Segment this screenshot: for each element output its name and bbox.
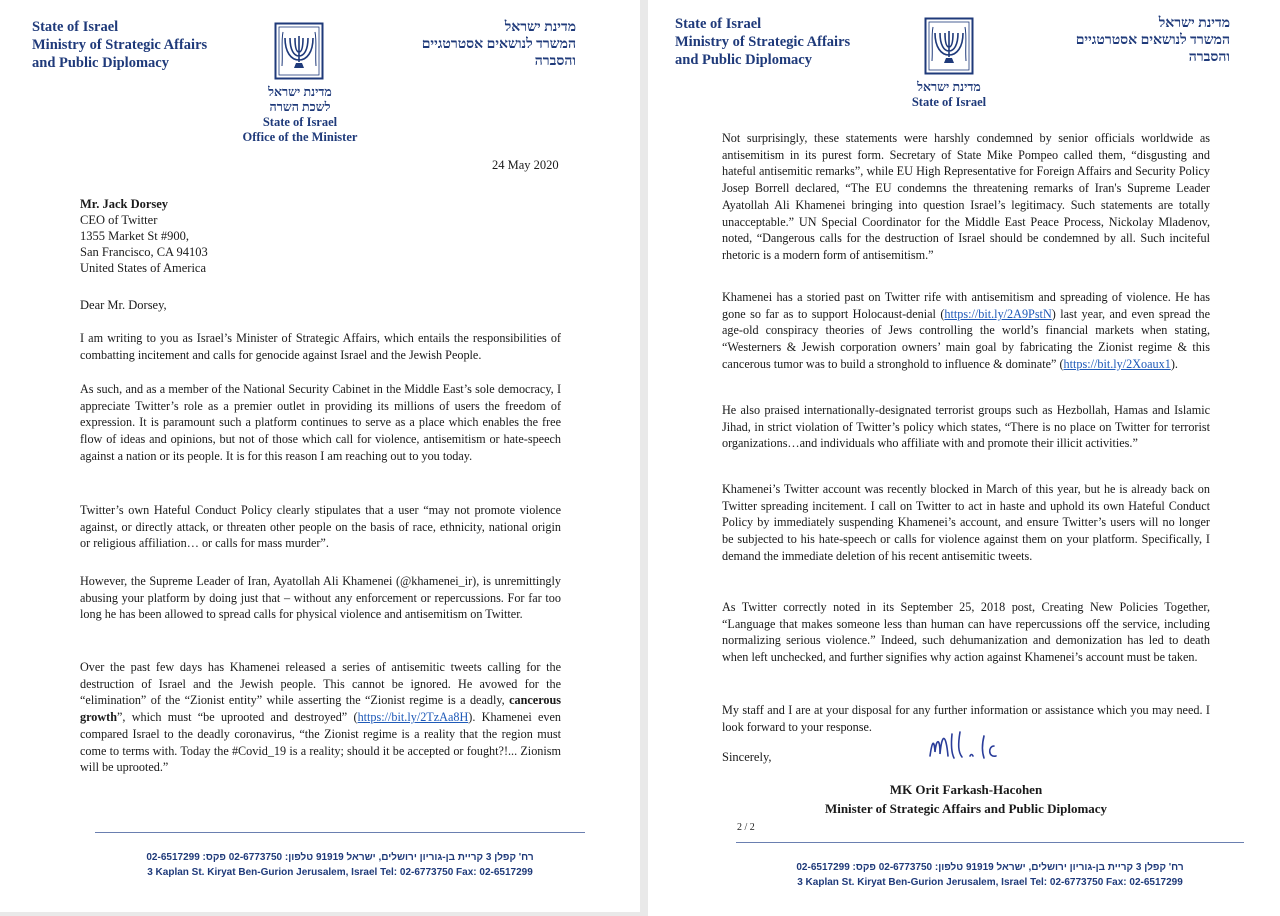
office-label-line: Office of the Minister [242, 130, 358, 144]
office-label-line: State of Israel [262, 115, 338, 129]
signer-block [796, 780, 1136, 818]
text-run: ). Khamenei even compared Israel to the deadly coronavirus, “the Zionist regime is a reality that the region must come to terms with. Today the #Covid_19 is a reality; should it be accepted or fought?!... Zionism will be uprooted.” [80, 710, 562, 775]
menorah-emblem-icon [924, 17, 974, 75]
address-line: CEO of Twitter [80, 213, 158, 227]
recipient-address [80, 196, 208, 276]
signer-title: Minister of Strategic Affairs and Public Diplomacy [824, 801, 1108, 816]
letter-page-1 [0, 0, 640, 912]
paragraph-6: My staff and I are at your disposal for any further information or assistance which you may need. I look forward to your response. [722, 703, 1210, 734]
text-run: ”, which must “be uprooted and destroyed” ( [117, 710, 358, 725]
header-line: State of Israel [32, 19, 119, 35]
header-line: Ministry of Strategic Affairs [32, 37, 208, 53]
recipient-name: Mr. Jack Dorsey [80, 197, 169, 211]
office-label-line: State of Israel [911, 95, 987, 109]
page-number: 2 / 2 [737, 822, 755, 833]
office-label-line: מדינת ישראל [268, 85, 332, 99]
tweet-link[interactable]: https://bit.ly/2A9PstN [944, 306, 1052, 321]
signer-name: MK Orit Farkash-Hacohen [889, 782, 1043, 797]
header-line: המשרד לנושאים אסטרטגיים [1075, 33, 1230, 48]
text-run: ). [1170, 356, 1178, 371]
paragraph-1: I am writing to you as Israel’s Minister of Strategic Affairs, which entails the responsibilities of combatting incitement and calls for genocide against Israel and the Jewish People. [80, 331, 561, 362]
header-line: Ministry of Strategic Affairs [675, 34, 851, 50]
salutation: Dear Mr. Dorsey, [80, 298, 167, 312]
header-line: and Public Diplomacy [32, 55, 169, 71]
office-label-line: לשכת השרה [269, 100, 331, 114]
footer-divider [95, 832, 585, 833]
handwritten-signature [918, 726, 1028, 772]
header-left-en [675, 15, 850, 69]
paragraph-4: However, the Supreme Leader of Iran, Ayatollah Ali Khamenei (@khamenei_ir), is unremittingly abusing your platform by doing just that – without any enforcement or repercussions. For far too long he has been allowed to spread calls for physical violence and antisemitism on Twitter. [80, 574, 561, 622]
header-line: State of Israel [675, 16, 762, 32]
header-line: והסברה [534, 54, 576, 69]
header-line: מדינת ישראל [1158, 16, 1230, 31]
tweet-link[interactable]: https://bit.ly/2Xoaux1 [1063, 356, 1171, 371]
paragraph-1: Not surprisingly, these statements were harshly condemned by senior officials worldwide as antisemitism in its purest form. Secretary of State Mike Pompeo called them, “disgusting and hateful antisemitic remarks”, while EU High Representative for Foreign Affairs and Security Policy Josep Borrell declared, “The EU condemns the threatening remarks of Iran's Supreme Leader Ayatollah Ali Khamenei bringing into question Israel’s legitimacy. Such statements are totally unacceptable.” UN Special Coordinator for the Middle East Peace Process, Nickolay Mladenov, noted, “Dangerous calls for the destruction of Israel should be condemned by all. Such inciteful rhetoric is a modern form of antisemitism.” [722, 131, 1210, 262]
footer-divider [736, 842, 1244, 843]
footer-address [736, 860, 1244, 890]
paragraph-3: He also praised internationally-designated terrorist groups such as Hezbollah, Hamas and Islamic Jihad, in strict violation of Twitter’s policy which states, “There is no place on Twitter for terrorist organizations…and individuals who affiliate with and promote their illicit activities.” [722, 403, 1210, 451]
office-label [874, 80, 1024, 110]
paragraph-5 [80, 659, 561, 776]
address-line: San Francisco, CA 94103 [80, 245, 208, 259]
header-right-he [392, 19, 576, 70]
header-line: המשרד לנושאים אסטרטגיים [421, 37, 576, 52]
address-line: United States of America [80, 261, 207, 275]
header-line: והסברה [1188, 50, 1230, 65]
letter-page-2 [648, 0, 1280, 916]
paragraph-4: Khamenei’s Twitter account was recently blocked in March of this year, but he is already back on Twitter spreading incitement. I call on Twitter to act in haste and uphold its own Hateful Conduct Policy by immediately suspending Khamenei’s account, and ensure Twitter’s users will no longer be subjected to his hate-speech or calls for violence against them on your platform. Specifically, I demand the immediate deletion of his recent antisemitic tweets. [722, 482, 1210, 563]
paragraph-2: As such, and as a member of the National Security Cabinet in the Middle East’s sole democracy, I appreciate Twitter’s role as a premier outlet in providing its millions of users the freedom of expression. It is paramount such a platform continues to serve as a place which enables the free flow of ideas and opinions, but not of those which call for violence, antisemitism or hate-speech against a nation or its people. It is for this reason I am reaching out to you today. [80, 382, 561, 463]
closing: Sincerely, [722, 750, 772, 764]
tweet-link[interactable]: https://bit.ly/2TzAa8H [357, 710, 469, 725]
text-run: ) last year, and even spread the age-old conspiracy theories of Jews controlling the world’s financial markets when stating, “Westerners & Jewish corporation owners’ main goal by fabricating the Zionist regime & this cancerous tumor was to build a stronghold to influence & dominate” ( [722, 306, 1210, 371]
letter-date: 24 May 2020 [492, 158, 559, 172]
bold-text: cancerous growth [80, 693, 561, 725]
address-line: 1355 Market St #900, [80, 229, 190, 243]
office-label [225, 85, 375, 145]
header-left-en [32, 18, 207, 72]
footer-english: 3 Kaplan St. Kiryat Ben-Gurion Jerusalem, Israel Tel: 02-6773750 Fax: 02-6517299 [797, 877, 1183, 888]
footer-address [95, 850, 585, 880]
paragraph-2 [722, 289, 1210, 373]
footer-hebrew: רח' קפלן 3 קריית בן-גוריון ירושלים, ישראל 91919 טלפון: 02-6773750 פקס: 02-6517299 [796, 862, 1184, 873]
paragraph-5: As Twitter correctly noted in its September 25, 2018 post, Creating New Policies Together, “Language that makes someone less than human can have repercussions off the service, including normalizing serious violence.” Indeed, such dehumanization and demonization has led to death when left unchecked, and further signifies why action against Khamenei’s account must be taken. [722, 600, 1210, 665]
header-line: and Public Diplomacy [675, 52, 812, 68]
header-right-he [1034, 15, 1230, 66]
text-run: Khamenei has a storied past on Twitter rife with antisemitism and spreading of violence. He has gone so far as to support Holocaust-denial ( [722, 290, 1210, 321]
menorah-emblem-icon [274, 22, 324, 80]
header-line: מדינת ישראל [504, 20, 576, 35]
text-run: Over the past few days has Khamenei released a series of antisemitic tweets calling for the destruction of Israel and the Jewish people. This cannot be ignored. He avowed for the “elimination” of the “Zionist entity” while asserting the “Zionist regime is a deadly, [80, 660, 561, 708]
office-label-line: מדינת ישראל [917, 80, 981, 94]
footer-hebrew: רח' קפלן 3 קריית בן-גוריון ירושלים, ישראל 91919 טלפון: 02-6773750 פקס: 02-6517299 [146, 852, 534, 863]
paragraph-3: Twitter’s own Hateful Conduct Policy clearly stipulates that a user “may not promote violence against, or directly attack, or threaten other people on the basis of race, ethnicity, national origin or religious affiliation… or calls for mass murder”. [80, 503, 561, 551]
footer-english: 3 Kaplan St. Kiryat Ben-Gurion Jerusalem, Israel Tel: 02-6773750 Fax: 02-6517299 [147, 867, 533, 878]
